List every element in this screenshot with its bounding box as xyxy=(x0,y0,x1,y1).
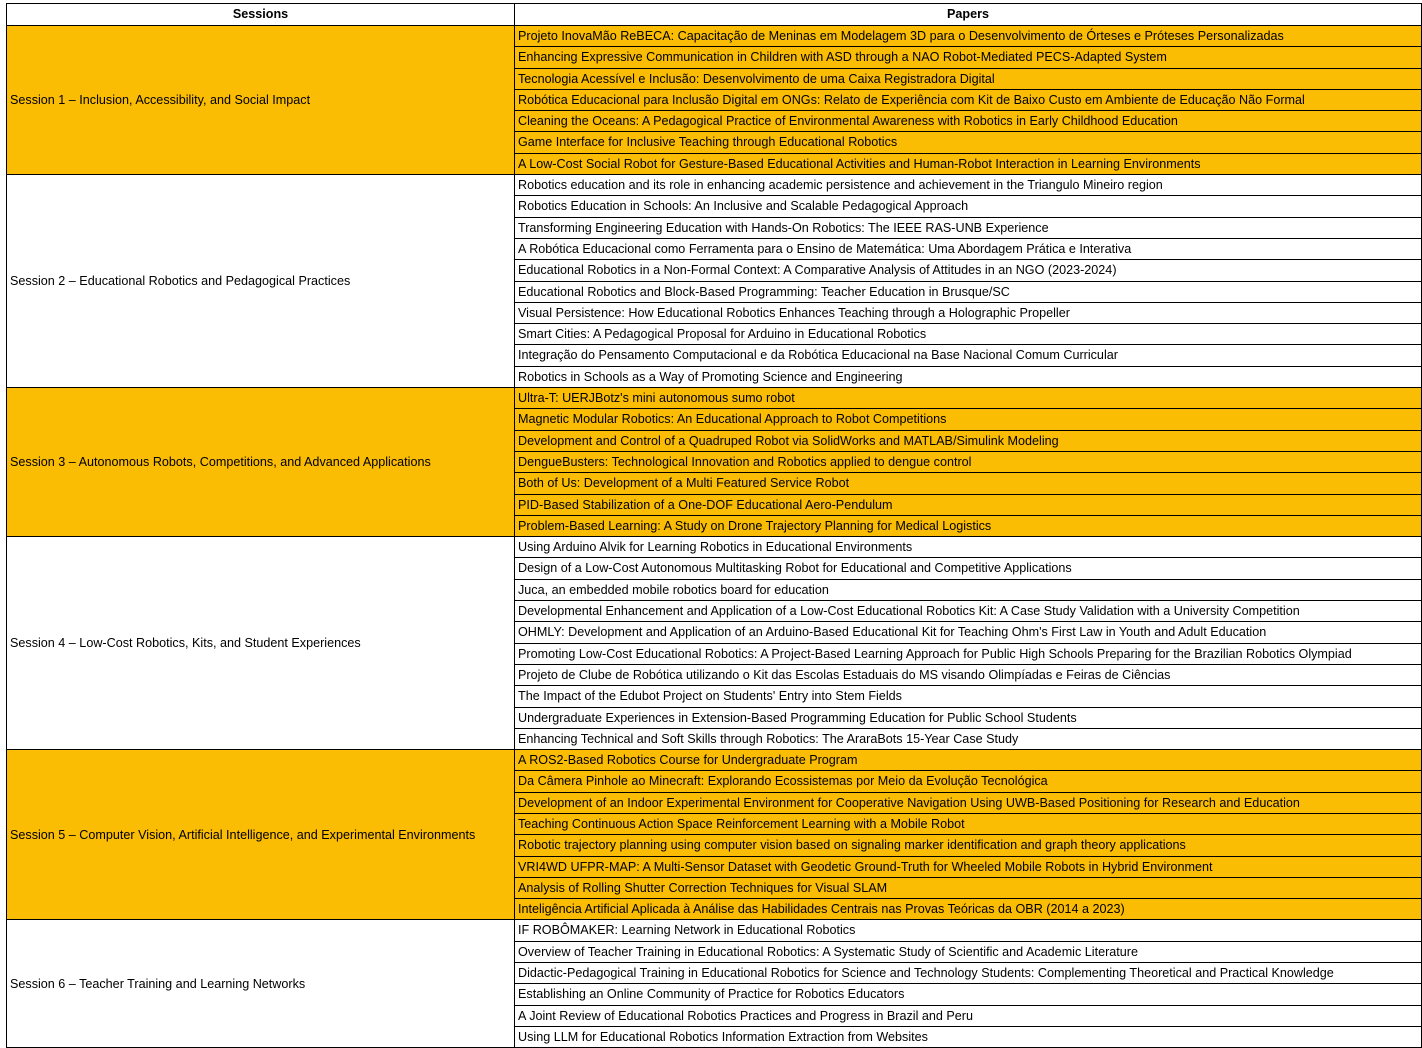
paper-title-cell: Problem-Based Learning: A Study on Drone Trajectory Planning for Medical Logistics xyxy=(515,515,1422,536)
paper-title-cell: Establishing an Online Community of Practice for Robotics Educators xyxy=(515,984,1422,1005)
paper-title-cell: Juca, an embedded mobile robotics board for education xyxy=(515,579,1422,600)
paper-title-cell: OHMLY: Development and Application of an Arduino-Based Educational Kit for Teaching Ohm's First Law in Youth and Adult Education xyxy=(515,622,1422,643)
paper-title-cell: Ultra-T: UERJBotz's mini autonomous sumo robot xyxy=(515,388,1422,409)
paper-title-cell: Using Arduino Alvik for Learning Robotics in Educational Environments xyxy=(515,537,1422,558)
table-row xyxy=(7,920,1422,941)
paper-title-cell: A ROS2-Based Robotics Course for Undergraduate Program xyxy=(515,750,1422,771)
paper-title-cell: Enhancing Expressive Communication in Children with ASD through a NAO Robot-Mediated PECS-Adapted System xyxy=(515,47,1422,68)
paper-title-cell: Projeto InovaMão ReBECA: Capacitação de Meninas em Modelagem 3D para o Desenvolvimento de Órteses e Próteses Personalizadas xyxy=(515,26,1422,47)
paper-title-cell: A Joint Review of Educational Robotics Practices and Progress in Brazil and Peru xyxy=(515,1005,1422,1026)
paper-title-cell: Development and Control of a Quadruped Robot via SolidWorks and MATLAB/Simulink Modeling xyxy=(515,430,1422,451)
paper-title-cell: Game Interface for Inclusive Teaching through Educational Robotics xyxy=(515,132,1422,153)
session-name-cell: Session 4 – Low-Cost Robotics, Kits, and Student Experiences xyxy=(7,537,515,750)
paper-title-cell: The Impact of the Edubot Project on Students' Entry into Stem Fields xyxy=(515,686,1422,707)
table-body xyxy=(7,26,1422,1048)
paper-title-cell: Projeto de Clube de Robótica utilizando o Kit das Escolas Estaduais do MS visando Olimpíadas e Feiras de Ciências xyxy=(515,664,1422,685)
session-name-cell: Session 5 – Computer Vision, Artificial Intelligence, and Experimental Environments xyxy=(7,750,515,920)
session-name-cell: Session 3 – Autonomous Robots, Competitions, and Advanced Applications xyxy=(7,388,515,537)
paper-title-cell: Enhancing Technical and Soft Skills through Robotics: The AraraBots 15-Year Case Study xyxy=(515,728,1422,749)
paper-title-cell: Development of an Indoor Experimental Environment for Cooperative Navigation Using UWB-Based Positioning for Research and Education xyxy=(515,792,1422,813)
paper-title-cell: Visual Persistence: How Educational Robotics Enhances Teaching through a Holographic Propeller xyxy=(515,302,1422,323)
table-row xyxy=(7,175,1422,196)
paper-title-cell: Smart Cities: A Pedagogical Proposal for Arduino in Educational Robotics xyxy=(515,324,1422,345)
session-name-cell: Session 6 – Teacher Training and Learning Networks xyxy=(7,920,515,1048)
paper-title-cell: Robotics Education in Schools: An Inclusive and Scalable Pedagogical Approach xyxy=(515,196,1422,217)
paper-title-cell: Undergraduate Experiences in Extension-Based Programming Education for Public School Students xyxy=(515,707,1422,728)
paper-title-cell: Robotic trajectory planning using computer vision based on signaling marker identification and graph theory applications xyxy=(515,835,1422,856)
table-row xyxy=(7,750,1422,771)
paper-title-cell: Da Câmera Pinhole ao Minecraft: Explorando Ecossistemas por Meio da Evolução Tecnológica xyxy=(515,771,1422,792)
paper-title-cell: Overview of Teacher Training in Educational Robotics: A Systematic Study of Scientific and Academic Literature xyxy=(515,941,1422,962)
paper-title-cell: Robotics education and its role in enhancing academic persistence and achievement in the Triangulo Mineiro region xyxy=(515,175,1422,196)
paper-title-cell: Didactic-Pedagogical Training in Educational Robotics for Science and Technology Students: Complementing Theoretical and Practical Knowledge xyxy=(515,963,1422,984)
paper-title-cell: A Robótica Educacional como Ferramenta para o Ensino de Matemática: Uma Abordagem Prática e Interativa xyxy=(515,238,1422,259)
paper-title-cell: Teaching Continuous Action Space Reinforcement Learning with a Mobile Robot xyxy=(515,813,1422,834)
paper-title-cell: Educational Robotics and Block-Based Programming: Teacher Education in Brusque/SC xyxy=(515,281,1422,302)
paper-title-cell: Transforming Engineering Education with Hands-On Robotics: The IEEE RAS-UNB Experience xyxy=(515,217,1422,238)
table-row xyxy=(7,388,1422,409)
paper-title-cell: Tecnologia Acessível e Inclusão: Desenvolvimento de uma Caixa Registradora Digital xyxy=(515,68,1422,89)
paper-title-cell: VRI4WD UFPR-MAP: A Multi-Sensor Dataset with Geodetic Ground-Truth for Wheeled Mobile Robots in Hybrid Environment xyxy=(515,856,1422,877)
header-row xyxy=(7,4,1422,26)
paper-title-cell: Developmental Enhancement and Application of a Low-Cost Educational Robotics Kit: A Case Study Validation with a University Competition xyxy=(515,601,1422,622)
session-name-cell: Session 2 – Educational Robotics and Pedagogical Practices xyxy=(7,175,515,388)
paper-title-cell: DengueBusters: Technological Innovation and Robotics applied to dengue control xyxy=(515,451,1422,472)
paper-title-cell: A Low-Cost Social Robot for Gesture-Based Educational Activities and Human-Robot Interaction in Learning Environments xyxy=(515,153,1422,174)
paper-title-cell: Cleaning the Oceans: A Pedagogical Practice of Environmental Awareness with Robotics in Early Childhood Education xyxy=(515,111,1422,132)
paper-title-cell: Robotics in Schools as a Way of Promoting Science and Engineering xyxy=(515,366,1422,387)
sessions-papers-table xyxy=(6,3,1422,1048)
paper-title-cell: Educational Robotics in a Non-Formal Context: A Comparative Analysis of Attitudes in an NGO (2023-2024) xyxy=(515,260,1422,281)
table-row xyxy=(7,537,1422,558)
table-row xyxy=(7,26,1422,47)
paper-title-cell: Magnetic Modular Robotics: An Educational Approach to Robot Competitions xyxy=(515,409,1422,430)
sessions-column-header: Sessions xyxy=(7,4,515,26)
papers-column-header: Papers xyxy=(515,4,1422,26)
paper-title-cell: Integração do Pensamento Computacional e da Robótica Educacional na Base Nacional Comum Curricular xyxy=(515,345,1422,366)
paper-title-cell: Using LLM for Educational Robotics Information Extraction from Websites xyxy=(515,1026,1422,1047)
session-name-cell: Session 1 – Inclusion, Accessibility, and Social Impact xyxy=(7,26,515,175)
paper-title-cell: Inteligência Artificial Aplicada à Análise das Habilidades Centrais nas Provas Teóricas da OBR (2014 a 2023) xyxy=(515,899,1422,920)
paper-title-cell: Promoting Low-Cost Educational Robotics: A Project-Based Learning Approach for Public High Schools Preparing for the Brazilian Robotics Olympiad xyxy=(515,643,1422,664)
paper-title-cell: Robótica Educacional para Inclusão Digital em ONGs: Relato de Experiência com Kit de Baixo Custo em Ambiente de Educação Não Formal xyxy=(515,89,1422,110)
paper-title-cell: Design of a Low-Cost Autonomous Multitasking Robot for Educational and Competitive Applications xyxy=(515,558,1422,579)
paper-title-cell: Analysis of Rolling Shutter Correction Techniques for Visual SLAM xyxy=(515,877,1422,898)
paper-title-cell: Both of Us: Development of a Multi Featured Service Robot xyxy=(515,473,1422,494)
paper-title-cell: PID-Based Stabilization of a One-DOF Educational Aero-Pendulum xyxy=(515,494,1422,515)
paper-title-cell: IF ROBÔMAKER: Learning Network in Educational Robotics xyxy=(515,920,1422,941)
